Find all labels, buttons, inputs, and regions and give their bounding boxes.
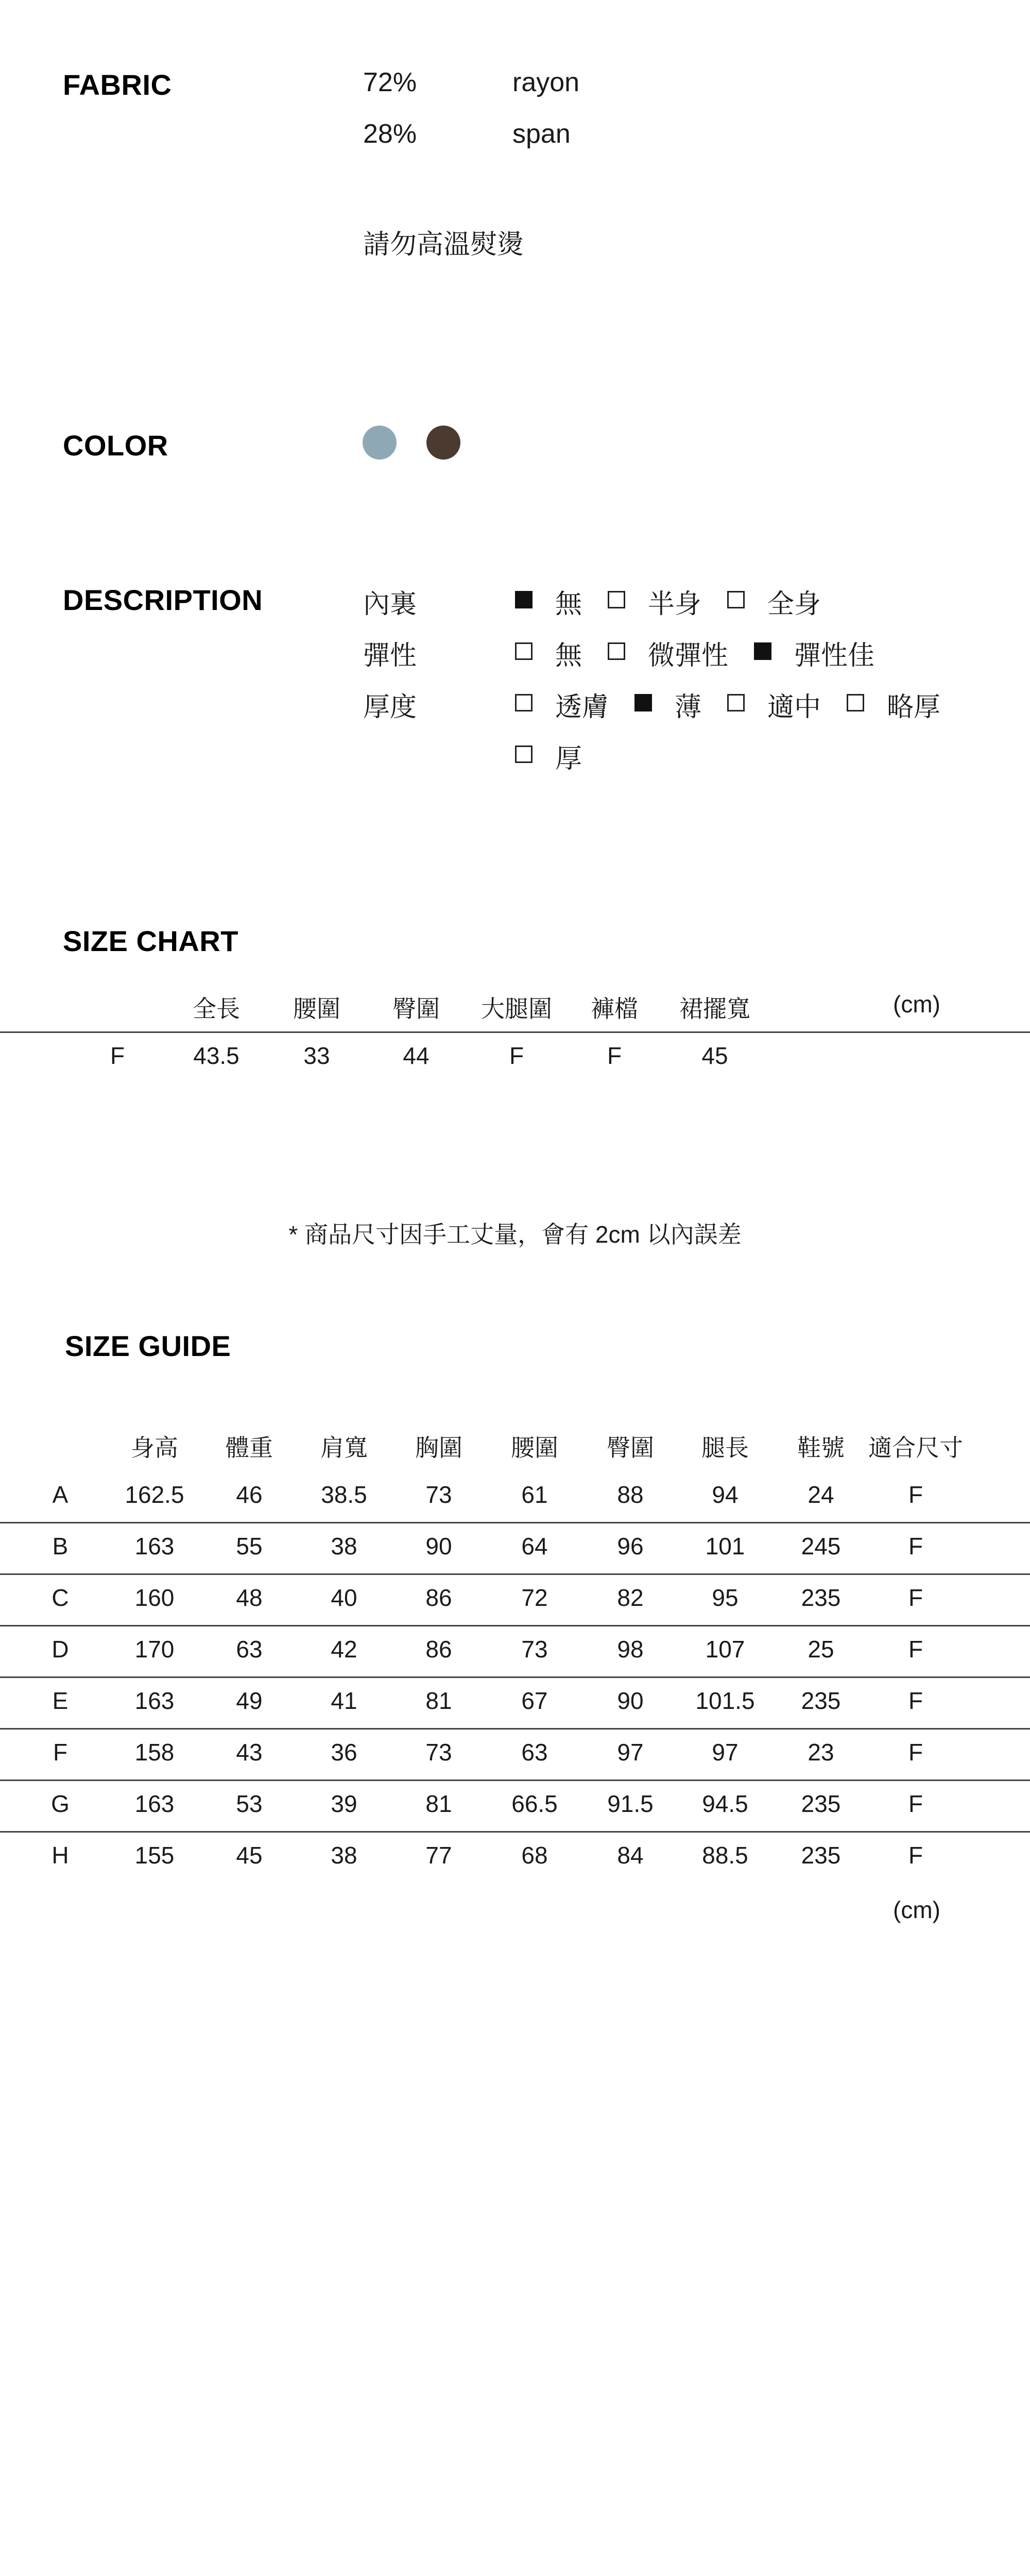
option: 厚 [515,737,582,775]
size-chart-column-header: 臀圍 [392,995,440,1022]
size-guide-cell: F [908,1687,923,1714]
option: 適中 [727,685,821,724]
size-guide-cell: 97 [712,1739,739,1766]
option: 半身 [608,582,701,621]
size-guide-cell: 163 [134,1533,175,1560]
size-guide-cell: 73 [425,1739,452,1766]
size-guide-cell: 94 [712,1481,739,1508]
fabric-percent: 28% [363,119,417,149]
description-options [515,582,847,621]
size-guide-cell: 53 [236,1790,263,1817]
size-guide-cell: 45 [236,1842,263,1869]
size-chart-cell: 45 [701,1042,728,1069]
size-guide-cell: F [908,1739,923,1766]
size-chart-cell: 43.5 [193,1042,239,1069]
size-guide-cell: 96 [617,1533,644,1560]
checkbox-unchecked [608,642,625,660]
size-guide-cell: 82 [617,1584,644,1611]
size-guide-cell: 36 [331,1739,357,1766]
size-guide-cell: 77 [425,1842,452,1869]
size-guide-cell: 245 [801,1533,841,1560]
size-guide-cell: 66.5 [511,1790,558,1817]
size-chart-column-header: 大腿圍 [481,995,552,1022]
size-guide-column-header: 鞋號 [797,1434,845,1461]
checkbox-checked [754,642,771,660]
size-chart-column-header: 全長 [193,995,240,1022]
color-swatch[interactable] [363,426,397,460]
care-note: 請勿高溫熨燙 [363,230,524,260]
size-guide-cell: 63 [521,1739,548,1766]
size-guide-cell: 67 [521,1687,548,1714]
size-guide-model: A [52,1481,68,1508]
fabric-material: rayon [512,67,580,97]
option: 彈性佳 [754,634,874,672]
table-divider [0,1031,1030,1033]
option: 全身 [727,582,821,621]
size-guide-cell: F [908,1481,923,1508]
size-guide-cell: 64 [521,1533,548,1560]
size-guide-cell: F [908,1636,923,1663]
size-guide-cell: 94.5 [702,1790,748,1817]
size-guide-cell: 72 [521,1584,548,1611]
size-guide-cell: 68 [521,1842,548,1869]
checkbox-unchecked [515,745,533,763]
size-guide-cell: 91.5 [607,1790,654,1817]
option: 無 [515,582,582,621]
size-guide-column-header: 適合尺寸 [868,1434,963,1461]
size-guide-cell: 61 [521,1481,548,1508]
size-guide-model: F [53,1739,68,1766]
size-guide-cell: 88.5 [702,1842,748,1869]
size-guide-column-header: 腿長 [701,1434,749,1461]
size-chart-heading: SIZE CHART [63,925,238,957]
size-guide-cell: 38.5 [321,1481,367,1508]
size-guide-cell: 107 [705,1636,745,1663]
size-guide-cell: 38 [331,1842,357,1869]
size-chart-size: F [110,1042,125,1069]
size-guide-cell: 88 [617,1481,644,1508]
size-guide-cell: 48 [236,1584,263,1611]
description-options [515,685,966,724]
size-guide-cell: 49 [236,1687,263,1714]
size-guide-model: E [52,1687,68,1714]
description-label: 彈性 [363,641,417,671]
size-guide-cell: 101.5 [695,1687,755,1714]
size-guide-cell: 90 [425,1533,452,1560]
fabric-percent: 72% [363,67,417,97]
size-guide-column-header: 身高 [131,1434,178,1461]
size-guide-cell: 38 [331,1533,357,1560]
size-guide-cell: 84 [617,1842,644,1869]
option: 無 [515,634,582,672]
size-guide-cell: 55 [236,1533,263,1560]
size-guide-cell: 155 [134,1842,175,1869]
size-guide-cell: 42 [331,1636,357,1663]
size-guide-cell: 81 [425,1790,452,1817]
checkbox-unchecked [847,694,864,711]
description-options [515,634,900,672]
size-guide-cell: 98 [617,1636,644,1663]
table-divider [0,1728,1030,1730]
size-guide-cell: 90 [617,1687,644,1714]
table-divider [0,1573,1030,1575]
description-label: 厚度 [363,692,417,722]
size-guide-cell: 170 [134,1636,175,1663]
fabric-heading: FABRIC [63,69,172,101]
size-guide-cell: 158 [134,1739,175,1766]
size-guide-cell: 163 [134,1687,175,1714]
table-divider [0,1780,1030,1781]
checkbox-checked [515,591,533,608]
size-guide-cell: F [908,1790,923,1817]
description-options [515,737,608,775]
checkbox-unchecked [515,694,533,711]
size-chart-cell: F [509,1042,524,1069]
size-guide-cell: 73 [521,1636,548,1663]
size-guide-heading: SIZE GUIDE [65,1330,231,1362]
table-divider [0,1522,1030,1523]
size-guide-cell: 163 [134,1790,175,1817]
size-guide-cell: 46 [236,1481,263,1508]
size-guide-model: H [52,1842,69,1869]
size-chart-cell: 33 [303,1042,330,1069]
checkbox-unchecked [727,591,745,608]
size-guide-cell: 43 [236,1739,263,1766]
table-divider [0,1831,1030,1833]
color-heading: COLOR [63,429,168,462]
size-guide-cell: 97 [617,1739,644,1766]
size-guide-cell: 23 [808,1739,834,1766]
size-chart-cell: 44 [403,1042,430,1069]
size-chart-cell: F [607,1042,622,1069]
fabric-material: span [512,119,571,149]
checkbox-unchecked [608,591,625,608]
size-guide-cell: 40 [331,1584,357,1611]
size-guide-unit: (cm) [893,1896,940,1923]
size-guide-model: C [52,1584,69,1611]
size-guide-cell: 73 [425,1481,452,1508]
size-guide-cell: 63 [236,1636,263,1663]
size-guide-model: D [52,1636,69,1663]
size-guide-cell: 235 [801,1842,841,1869]
size-guide-cell: 39 [331,1790,357,1817]
measurement-note: * 商品尺寸因手工丈量，會有 2cm 以內誤差 [288,1221,742,1248]
checkbox-checked [634,694,652,711]
size-guide-model: G [51,1790,70,1817]
size-guide-column-header: 肩寬 [320,1434,368,1461]
size-guide-cell: 235 [801,1790,841,1817]
size-guide-model: B [52,1533,68,1560]
table-divider [0,1625,1030,1626]
size-guide-cell: 41 [331,1687,357,1714]
size-guide-cell: 86 [425,1636,452,1663]
size-guide-cell: 235 [801,1687,841,1714]
size-guide-column-header: 胸圍 [415,1434,462,1461]
size-chart-column-header: 腰圍 [293,995,340,1022]
size-guide-cell: 162.5 [125,1481,184,1508]
size-guide-column-header: 腰圍 [511,1434,558,1461]
size-guide-cell: F [908,1533,923,1560]
size-guide-cell: 95 [712,1584,739,1611]
option: 略厚 [847,685,940,724]
option: 透膚 [515,685,609,724]
size-chart-unit: (cm) [893,991,940,1018]
size-guide-cell: 25 [808,1636,834,1663]
size-chart-column-header: 裙擺寬 [679,995,750,1022]
option: 微彈性 [608,634,728,672]
size-guide-cell: 101 [705,1533,745,1560]
size-guide-cell: F [908,1584,923,1611]
table-divider [0,1676,1030,1678]
size-guide-cell: F [908,1842,923,1869]
description-heading: DESCRIPTION [63,584,263,616]
size-guide-cell: 160 [134,1584,175,1611]
size-chart-column-header: 褲檔 [591,995,638,1022]
checkbox-unchecked [727,694,745,711]
description-label: 內裏 [363,589,417,619]
size-guide-cell: 235 [801,1584,841,1611]
checkbox-unchecked [515,642,533,660]
color-swatch[interactable] [426,426,460,460]
size-guide-cell: 81 [425,1687,452,1714]
option: 薄 [634,685,701,724]
size-guide-column-header: 體重 [226,1434,273,1461]
size-guide-cell: 86 [425,1584,452,1611]
size-guide-column-header: 臀圍 [607,1434,654,1461]
size-guide-cell: 24 [808,1481,834,1508]
